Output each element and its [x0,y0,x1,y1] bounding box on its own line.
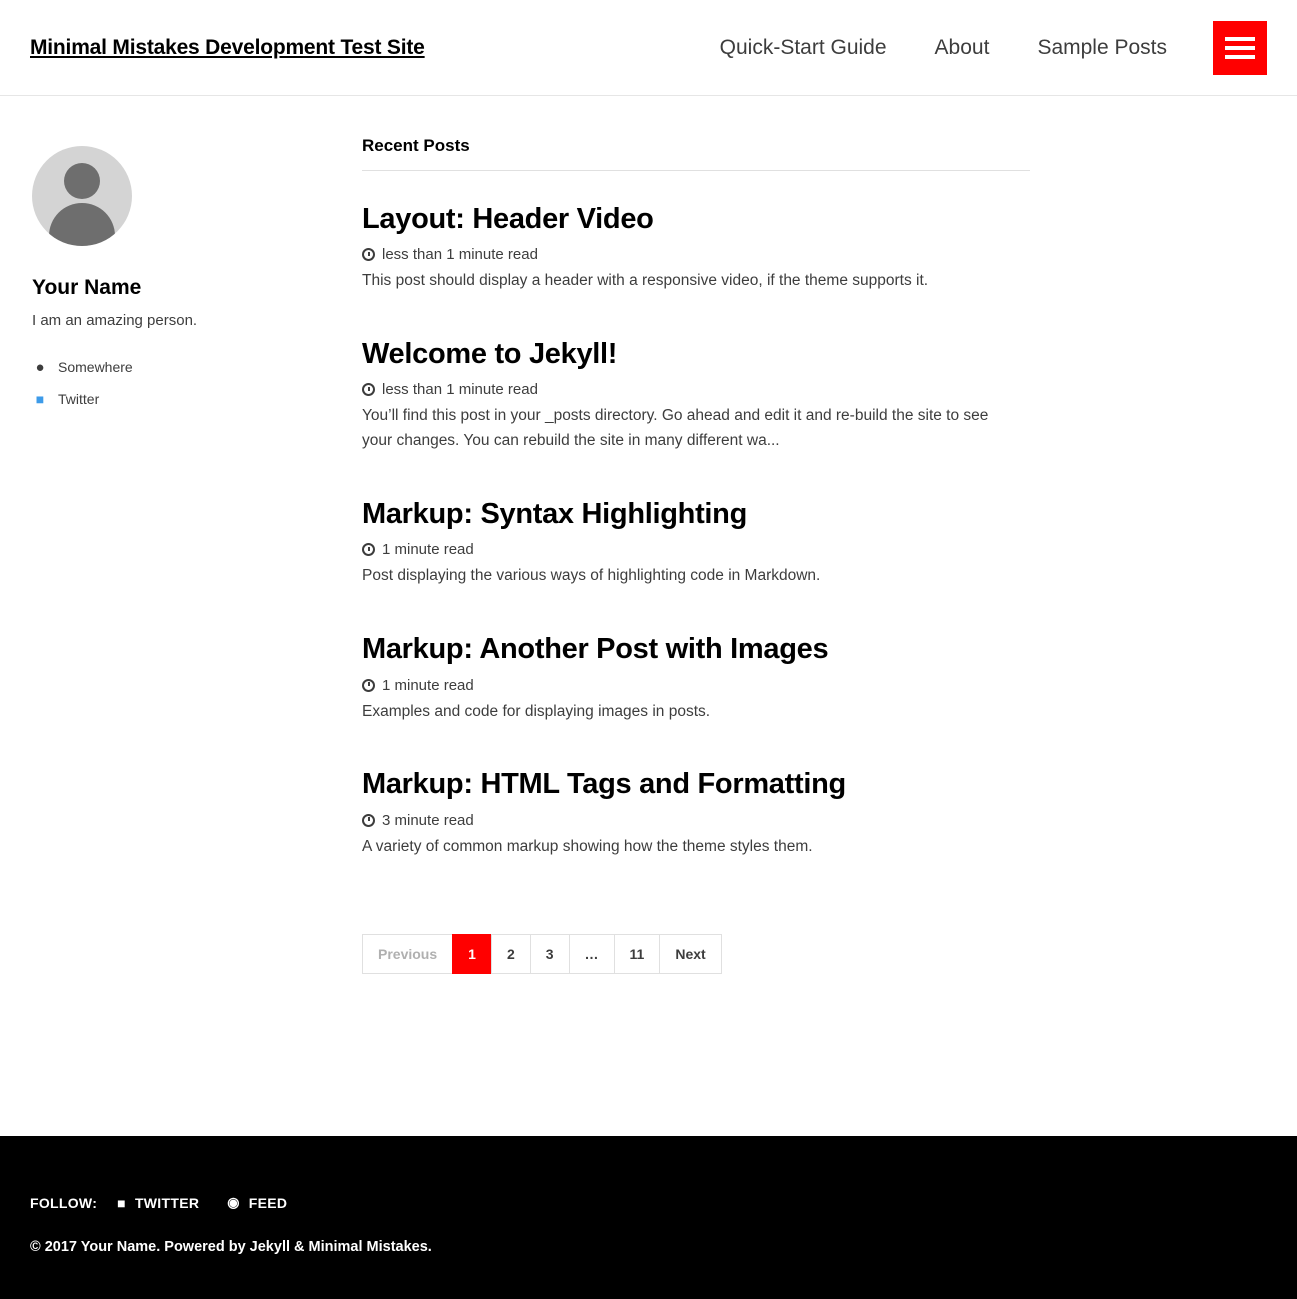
author-links [32,359,330,407]
post-excerpt: Post displaying the various ways of highlighting code in Markdown. [362,567,821,585]
nav-item-quick-start-guide[interactable]: Quick-Start Guide [719,36,887,59]
post-title[interactable]: Markup: Another Post with Images [362,633,829,666]
post-excerpt: This post should display a header with a responsive video, if the theme supports it. [362,272,929,290]
post-meta [362,246,1030,263]
author-link-location[interactable] [32,359,330,375]
hamburger-icon[interactable] [1213,21,1267,75]
clock-icon [362,679,375,692]
post-meta [362,381,1030,398]
post-item [362,742,1030,877]
post-item [362,472,1030,607]
post-title[interactable]: Layout: Header Video [362,203,654,235]
post-read-time: 1 minute read [382,541,474,559]
post-title[interactable]: Markup: Syntax Highlighting [362,498,748,531]
footer-link-feed[interactable] [227,1194,287,1211]
copyright-text: © 2017 Your Name. Powered by Jekyll & Minimal Mistakes. [30,1239,432,1255]
location-pin-icon: ● [35,358,45,376]
avatar-head-shape [64,163,100,199]
primary-nav [696,21,1267,75]
post-title[interactable]: Welcome to Jekyll! [362,338,618,371]
pagination-ellipsis: … [569,934,614,974]
clock-icon [362,543,375,556]
post-excerpt: Examples and code for displaying images in posts. [362,702,711,720]
follow-label: FOLLOW: [30,1194,98,1211]
post-read-time: less than 1 minute read [382,381,538,399]
pagination-page-11[interactable]: 11 [614,934,660,974]
twitter-icon: ■ [35,391,45,407]
post-read-time: 3 minute read [382,811,474,829]
twitter-icon: ■ [117,1194,126,1211]
pagination-page-2[interactable]: 2 [491,934,530,974]
avatar-placeholder-icon [32,146,132,246]
author-link-twitter[interactable] [32,391,330,407]
post-item [362,312,1030,472]
post-meta [362,812,1030,829]
author-link-label: Twitter [58,391,100,407]
author-name: Your Name [32,276,142,299]
nav-item-sample-posts[interactable]: Sample Posts [1037,36,1167,59]
hamburger-bar [1225,55,1255,59]
site-title[interactable]: Minimal Mistakes Development Test Site [30,36,425,59]
footer-link-label: FEED [248,1194,288,1211]
clock-icon [362,383,375,396]
footer-link-label: TWITTER [134,1194,200,1211]
pagination-page-1[interactable]: 1 [452,934,491,974]
pagination-previous: Previous [362,934,452,974]
post-item [362,607,1030,742]
pagination [362,934,1030,974]
pagination-next[interactable]: Next [659,934,721,974]
hamburger-bar [1225,37,1255,41]
post-read-time: less than 1 minute read [382,246,538,264]
site-footer [0,1136,1297,1299]
masthead [0,0,1297,96]
hamburger-bar [1225,46,1255,50]
page-wrapper [0,96,1297,1136]
nav-item-about[interactable]: About [934,36,990,59]
post-excerpt: A variety of common markup showing how the theme styles them. [362,837,813,855]
main-content [330,136,1030,1136]
post-read-time: 1 minute read [382,676,474,694]
clock-icon [362,248,375,261]
post-meta [362,541,1030,558]
post-excerpt: You’ll find this post in your _posts directory. Go ahead and edit it and re-build the site to see your changes. You can rebuild the site in many different wa... [362,407,989,450]
section-title-recent-posts: Recent Posts [362,136,1030,171]
author-sidebar [30,136,330,1136]
post-title[interactable]: Markup: HTML Tags and Formatting [362,768,846,801]
avatar-body-shape [49,203,115,246]
author-bio: I am an amazing person. [32,312,198,329]
author-link-label: Somewhere [58,359,133,375]
rss-feed-icon: ◉ [227,1194,240,1210]
pagination-page-3[interactable]: 3 [530,934,569,974]
post-meta [362,677,1030,694]
footer-link-twitter[interactable] [117,1195,199,1211]
post-item [362,177,1030,312]
follow-row [30,1194,1267,1211]
clock-icon [362,814,375,827]
